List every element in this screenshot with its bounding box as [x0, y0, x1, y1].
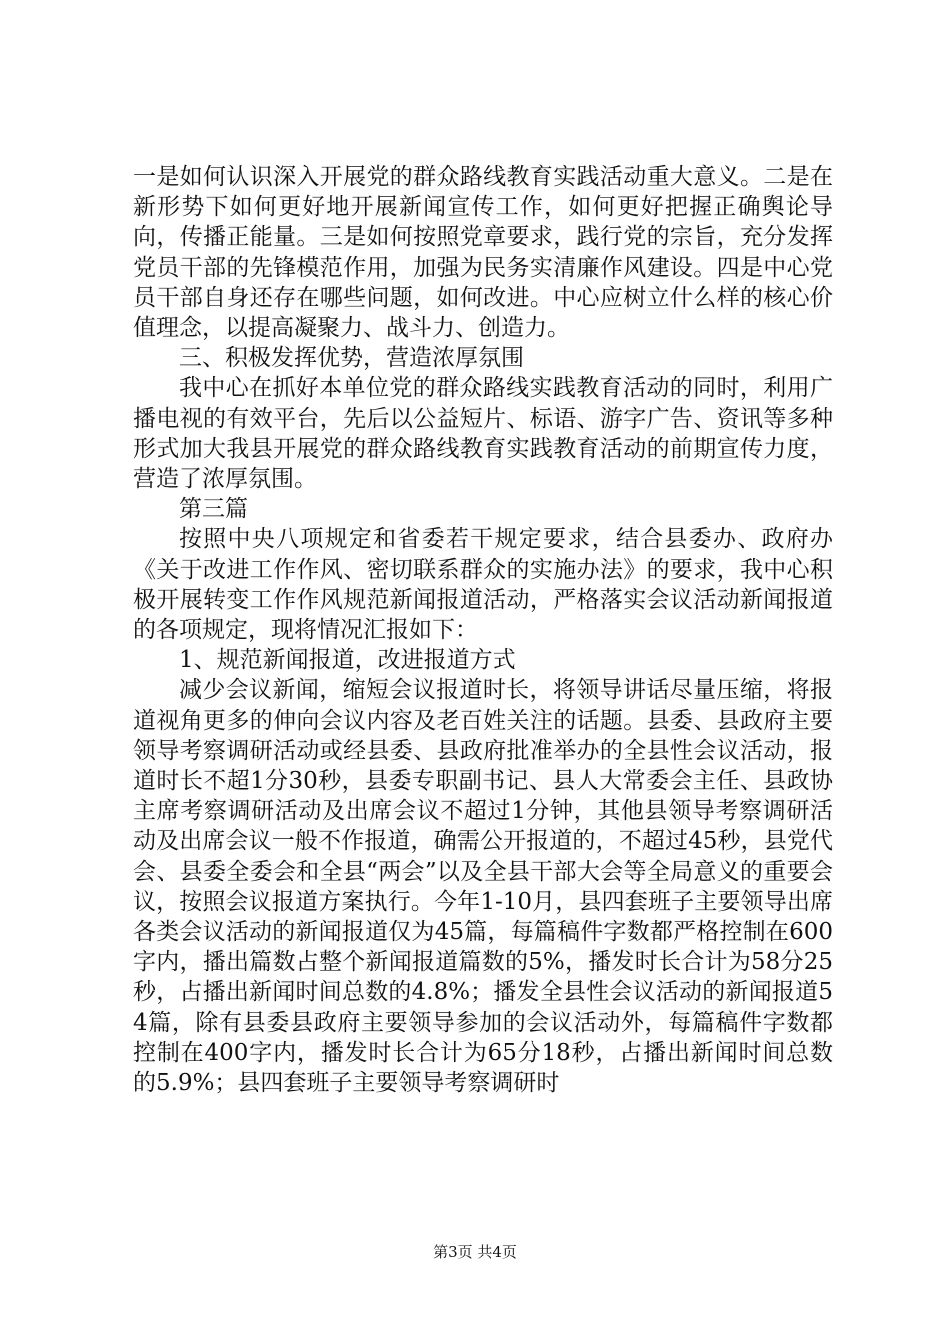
section-heading-3: 三、积极发挥优势，营造浓厚氛围 [179, 345, 524, 372]
subsection-heading-1: 1、规范新闻报道，改进报道方式 [179, 647, 516, 674]
paragraph-7: 减少会议新闻，缩短会议报道时长，将领导讲话尽量压缩，将报道视角更多的伸向会议内容及老百姓关注的话题。县委、县政府主要领导考察调研活动或经县委、县政府批准举办的全县性会议活动，报道时长不超1分30秒，县委专职副书记、县人大常委会主任、县政协主席考察调研活动及出席会议不超过1分钟，其他县领导考察调研活动及出席会议一般不作报道，确需公开报道的，不超过45秒，县党代会、县委全委会和全县“两会”以及全县干部大会等全局意义的重要会议，按照会议报道方案执行。今年1-10月，县四套班子主要领导出席各类会议活动的新闻报道仅为45篇，每篇稿件字数都严格控制在600字内，播出篇数占整个新闻报道篇数的5%，播发时长合计为58分25秒，占播出新闻时间总数的4.8%；播发全县性会议活动的新闻报道54篇，除有县委县政府主要领导参加的会议活动外，每篇稿件字数都控制在400字内，播发时长合计为65分18秒，占播出新闻时间总数的5.9%；县四套班子主要领导考察调研时 [133, 677, 833, 1097]
page-footer: 第3页 共4页 [433, 1243, 517, 1261]
paragraph-5: 按照中央八项规定和省委若干规定要求，结合县委办、政府办《关于改进工作作风、密切联系群众的实施办法》的要求，我中心积极开展转变工作作风规范新闻报道活动，严格落实会议活动新闻报道的各项规定，现将情况汇报如下： [133, 526, 833, 644]
part-heading-third: 第三篇 [179, 496, 248, 523]
document-body [133, 162, 833, 1098]
paragraph-3: 我中心在抓好本单位党的群众路线实践教育活动的同时，利用广播电视的有效平台，先后以公益短片、标语、游字广告、资讯等多种形式加大我县开展党的群众路线教育实践教育活动的前期宣传力度，营造了浓厚氛围。 [133, 375, 833, 493]
paragraph-1: 一是如何认识深入开展党的群众路线教育实践活动重大意义。二是在新形势下如何更好地开展新闻宣传工作，如何更好把握正确舆论导向，传播正能量。三是如何按照党章要求，践行党的宗旨，充分发挥党员干部的先锋模范作用，加强为民务实清廉作风建设。四是中心党员干部自身还存在哪些问题，如何改进。中心应树立什么样的核心价值理念，以提高凝聚力、战斗力、创造力。 [133, 164, 833, 342]
